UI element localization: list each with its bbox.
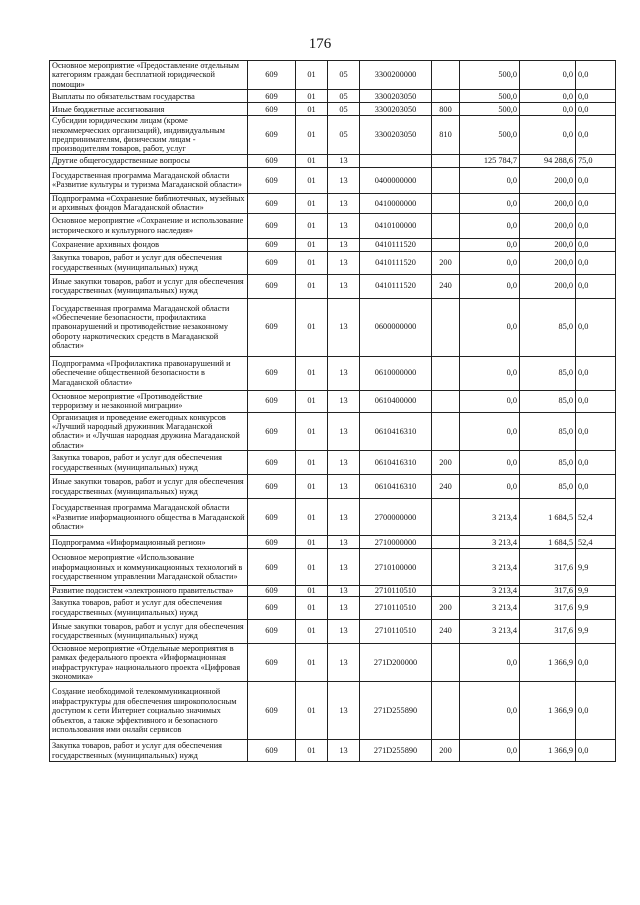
pr-cell: 13 — [328, 390, 360, 412]
csr-cell: 3300203050 — [360, 103, 432, 116]
csr-cell: 0410111520 — [360, 238, 432, 251]
vr-cell — [432, 536, 460, 549]
table-row — [50, 103, 616, 116]
percent-cell: 0,0 — [576, 740, 616, 762]
pr-cell: 13 — [328, 549, 360, 586]
table-row — [50, 238, 616, 251]
amount-cell: 0,0 — [460, 451, 520, 475]
vr-cell — [432, 61, 460, 90]
rz-cell: 01 — [296, 682, 328, 740]
csr-cell: 3300203050 — [360, 90, 432, 103]
row-name: Подпрограмма «Профилактика правонарушений и обеспечение общественной безопасности в Магаданской области» — [50, 356, 248, 390]
row-name: Основное мероприятие «Сохранение и использование исторического и культурного наследия» — [50, 213, 248, 238]
row-name: Основное мероприятие «Предоставление отдельным категориям граждан бесплатной юридической помощи» — [50, 61, 248, 90]
executed-cell: 0,0 — [520, 116, 576, 155]
csr-cell: 2710100000 — [360, 549, 432, 586]
vr-cell — [432, 356, 460, 390]
table-row — [50, 90, 616, 103]
rz-cell: 01 — [296, 90, 328, 103]
rz-cell: 01 — [296, 596, 328, 619]
pr-cell: 13 — [328, 475, 360, 499]
row-name: Выплаты по обязательствам государства — [50, 90, 248, 103]
table-row — [50, 298, 616, 356]
vr-cell: 240 — [432, 475, 460, 499]
amount-cell: 0,0 — [460, 238, 520, 251]
rz-cell: 01 — [296, 213, 328, 238]
csr-cell: 0410000000 — [360, 193, 432, 213]
pr-cell: 13 — [328, 536, 360, 549]
rz-cell: 01 — [296, 412, 328, 451]
executed-cell: 317,6 — [520, 596, 576, 619]
rz-cell: 01 — [296, 167, 328, 193]
table-row — [50, 586, 616, 596]
table-row — [50, 167, 616, 193]
csr-cell: 0610400000 — [360, 390, 432, 412]
table-row — [50, 740, 616, 762]
table-row — [50, 274, 616, 298]
row-name: Государственная программа Магаданской области «Развитие информационного общества в Магаданской области» — [50, 499, 248, 536]
ved-cell: 609 — [248, 619, 296, 643]
executed-cell: 200,0 — [520, 193, 576, 213]
percent-cell: 0,0 — [576, 298, 616, 356]
row-name: Закупка товаров, работ и услуг для обеспечения государственных (муниципальных) нужд — [50, 451, 248, 475]
percent-cell: 0,0 — [576, 451, 616, 475]
vr-cell: 800 — [432, 103, 460, 116]
ved-cell: 609 — [248, 298, 296, 356]
pr-cell: 13 — [328, 682, 360, 740]
pr-cell: 13 — [328, 412, 360, 451]
amount-cell: 0,0 — [460, 251, 520, 274]
vr-cell — [432, 238, 460, 251]
vr-cell — [432, 167, 460, 193]
pr-cell: 13 — [328, 451, 360, 475]
vr-cell — [432, 643, 460, 682]
csr-cell: 2710110510 — [360, 596, 432, 619]
ved-cell: 609 — [248, 116, 296, 155]
vr-cell — [432, 213, 460, 238]
pr-cell: 05 — [328, 103, 360, 116]
vr-cell — [432, 549, 460, 586]
row-name: Развитие подсистем «электронного правительства» — [50, 586, 248, 596]
percent-cell: 0,0 — [576, 251, 616, 274]
ved-cell: 609 — [248, 251, 296, 274]
vr-cell: 200 — [432, 451, 460, 475]
rz-cell: 01 — [296, 251, 328, 274]
ved-cell: 609 — [248, 682, 296, 740]
vr-cell: 200 — [432, 740, 460, 762]
ved-cell: 609 — [248, 238, 296, 251]
table-row — [50, 596, 616, 619]
ved-cell: 609 — [248, 643, 296, 682]
ved-cell: 609 — [248, 356, 296, 390]
vr-cell: 200 — [432, 596, 460, 619]
csr-cell: 271D255890 — [360, 682, 432, 740]
rz-cell: 01 — [296, 536, 328, 549]
executed-cell: 0,0 — [520, 61, 576, 90]
csr-cell — [360, 154, 432, 167]
pr-cell: 13 — [328, 167, 360, 193]
rz-cell: 01 — [296, 643, 328, 682]
amount-cell: 125 784,7 — [460, 154, 520, 167]
executed-cell: 0,0 — [520, 103, 576, 116]
ved-cell: 609 — [248, 274, 296, 298]
rz-cell: 01 — [296, 274, 328, 298]
row-name: Подпрограмма «Сохранение библиотечных, музейных и архивных фондов Магаданской области» — [50, 193, 248, 213]
csr-cell: 271D255890 — [360, 740, 432, 762]
table-row — [50, 116, 616, 155]
csr-cell: 271D200000 — [360, 643, 432, 682]
pr-cell: 13 — [328, 586, 360, 596]
pr-cell: 13 — [328, 213, 360, 238]
amount-cell: 3 213,4 — [460, 586, 520, 596]
executed-cell: 200,0 — [520, 251, 576, 274]
ved-cell: 609 — [248, 586, 296, 596]
percent-cell: 0,0 — [576, 193, 616, 213]
percent-cell: 0,0 — [576, 356, 616, 390]
table-row — [50, 475, 616, 499]
percent-cell: 0,0 — [576, 167, 616, 193]
ved-cell: 609 — [248, 61, 296, 90]
percent-cell: 0,0 — [576, 61, 616, 90]
row-name: Подпрограмма «Информационный регион» — [50, 536, 248, 549]
percent-cell: 75,0 — [576, 154, 616, 167]
percent-cell: 9,9 — [576, 549, 616, 586]
executed-cell: 200,0 — [520, 238, 576, 251]
ved-cell: 609 — [248, 536, 296, 549]
executed-cell: 1 366,9 — [520, 682, 576, 740]
vr-cell: 810 — [432, 116, 460, 155]
ved-cell: 609 — [248, 103, 296, 116]
amount-cell: 0,0 — [460, 643, 520, 682]
amount-cell: 0,0 — [460, 193, 520, 213]
rz-cell: 01 — [296, 499, 328, 536]
row-name: Государственная программа Магаданской области «Обеспечение безопасности, профилактика правонарушений и противодействие незаконному обороту наркотических средств в Магаданской области» — [50, 298, 248, 356]
ved-cell: 609 — [248, 90, 296, 103]
amount-cell: 0,0 — [460, 682, 520, 740]
rz-cell: 01 — [296, 154, 328, 167]
amount-cell: 500,0 — [460, 90, 520, 103]
executed-cell: 85,0 — [520, 412, 576, 451]
csr-cell: 3300200000 — [360, 61, 432, 90]
vr-cell: 240 — [432, 619, 460, 643]
pr-cell: 13 — [328, 499, 360, 536]
vr-cell: 200 — [432, 251, 460, 274]
percent-cell: 0,0 — [576, 238, 616, 251]
table-row — [50, 61, 616, 90]
executed-cell: 85,0 — [520, 390, 576, 412]
ved-cell: 609 — [248, 213, 296, 238]
row-name: Основное мероприятие «Противодействие терроризму и незаконной миграции» — [50, 390, 248, 412]
csr-cell: 0410100000 — [360, 213, 432, 238]
pr-cell: 13 — [328, 251, 360, 274]
row-name: Сохранение архивных фондов — [50, 238, 248, 251]
executed-cell: 1 684,5 — [520, 536, 576, 549]
percent-cell: 9,9 — [576, 586, 616, 596]
percent-cell: 9,9 — [576, 619, 616, 643]
rz-cell: 01 — [296, 103, 328, 116]
ved-cell: 609 — [248, 549, 296, 586]
amount-cell: 0,0 — [460, 412, 520, 451]
csr-cell: 0400000000 — [360, 167, 432, 193]
pr-cell: 13 — [328, 154, 360, 167]
ved-cell: 609 — [248, 475, 296, 499]
percent-cell: 0,0 — [576, 643, 616, 682]
pr-cell: 13 — [328, 596, 360, 619]
percent-cell: 0,0 — [576, 412, 616, 451]
csr-cell: 0610416310 — [360, 475, 432, 499]
pr-cell: 13 — [328, 619, 360, 643]
executed-cell: 1 366,9 — [520, 643, 576, 682]
vr-cell: 240 — [432, 274, 460, 298]
table-row — [50, 643, 616, 682]
table-row — [50, 193, 616, 213]
executed-cell: 317,6 — [520, 619, 576, 643]
rz-cell: 01 — [296, 390, 328, 412]
table-body — [50, 61, 616, 762]
rz-cell: 01 — [296, 356, 328, 390]
amount-cell: 0,0 — [460, 475, 520, 499]
pr-cell: 13 — [328, 193, 360, 213]
budget-table — [49, 60, 616, 762]
csr-cell: 0610416310 — [360, 451, 432, 475]
pr-cell: 13 — [328, 356, 360, 390]
amount-cell: 0,0 — [460, 274, 520, 298]
executed-cell: 85,0 — [520, 356, 576, 390]
row-name: Создание необходимой телекоммуникационной инфраструктуры для обеспечения широкополосным доступом к сети Интернет социально значимых объектов, а также эффективного и безопасного использования ими онлайн сервисов — [50, 682, 248, 740]
table-row — [50, 619, 616, 643]
row-name: Другие общегосударственные вопросы — [50, 154, 248, 167]
csr-cell: 0610000000 — [360, 356, 432, 390]
ved-cell: 609 — [248, 596, 296, 619]
executed-cell: 85,0 — [520, 298, 576, 356]
amount-cell: 0,0 — [460, 740, 520, 762]
pr-cell: 05 — [328, 116, 360, 155]
row-name: Закупка товаров, работ и услуг для обеспечения государственных (муниципальных) нужд — [50, 596, 248, 619]
rz-cell: 01 — [296, 740, 328, 762]
percent-cell: 0,0 — [576, 390, 616, 412]
rz-cell: 01 — [296, 238, 328, 251]
vr-cell — [432, 193, 460, 213]
executed-cell: 94 288,6 — [520, 154, 576, 167]
rz-cell: 01 — [296, 193, 328, 213]
table-row — [50, 412, 616, 451]
row-name: Иные закупки товаров, работ и услуг для обеспечения государственных (муниципальных) нужд — [50, 274, 248, 298]
table-row — [50, 451, 616, 475]
csr-cell: 2710000000 — [360, 536, 432, 549]
csr-cell: 2710110510 — [360, 619, 432, 643]
vr-cell — [432, 90, 460, 103]
ved-cell: 609 — [248, 412, 296, 451]
table-row — [50, 251, 616, 274]
pr-cell: 05 — [328, 90, 360, 103]
vr-cell — [432, 298, 460, 356]
pr-cell: 05 — [328, 61, 360, 90]
executed-cell: 200,0 — [520, 274, 576, 298]
page-number: 176 — [308, 36, 332, 52]
amount-cell: 3 213,4 — [460, 549, 520, 586]
row-name: Закупка товаров, работ и услуг для обеспечения государственных (муниципальных) нужд — [50, 251, 248, 274]
ved-cell: 609 — [248, 740, 296, 762]
row-name: Организация и проведение ежегодных конкурсов «Лучший народный дружинник Магаданской области» и «Лучшая народная дружина Магаданской области» — [50, 412, 248, 451]
percent-cell: 0,0 — [576, 116, 616, 155]
table-row — [50, 356, 616, 390]
table-row — [50, 682, 616, 740]
csr-cell: 0610416310 — [360, 412, 432, 451]
amount-cell: 0,0 — [460, 213, 520, 238]
executed-cell: 1 366,9 — [520, 740, 576, 762]
amount-cell: 500,0 — [460, 116, 520, 155]
amount-cell: 500,0 — [460, 103, 520, 116]
amount-cell: 3 213,4 — [460, 499, 520, 536]
amount-cell: 3 213,4 — [460, 536, 520, 549]
rz-cell: 01 — [296, 61, 328, 90]
amount-cell: 0,0 — [460, 390, 520, 412]
table-row — [50, 549, 616, 586]
rz-cell: 01 — [296, 549, 328, 586]
csr-cell: 0600000000 — [360, 298, 432, 356]
executed-cell: 85,0 — [520, 475, 576, 499]
row-name: Иные бюджетные ассигнования — [50, 103, 248, 116]
executed-cell: 317,6 — [520, 549, 576, 586]
rz-cell: 01 — [296, 619, 328, 643]
csr-cell: 2700000000 — [360, 499, 432, 536]
csr-cell: 3300203050 — [360, 116, 432, 155]
row-name: Закупка товаров, работ и услуг для обеспечения государственных (муниципальных) нужд — [50, 740, 248, 762]
vr-cell — [432, 390, 460, 412]
executed-cell: 0,0 — [520, 90, 576, 103]
row-name: Государственная программа Магаданской области «Развитие культуры и туризма Магаданской области» — [50, 167, 248, 193]
pr-cell: 13 — [328, 298, 360, 356]
row-name: Субсидии юридическим лицам (кроме некоммерческих организаций), индивидуальным предпринимателям, физическим лицам - производителям товаров, работ, услуг — [50, 116, 248, 155]
percent-cell: 0,0 — [576, 274, 616, 298]
percent-cell: 52,4 — [576, 536, 616, 549]
amount-cell: 0,0 — [460, 167, 520, 193]
ved-cell: 609 — [248, 154, 296, 167]
amount-cell: 3 213,4 — [460, 596, 520, 619]
percent-cell: 0,0 — [576, 103, 616, 116]
amount-cell: 500,0 — [460, 61, 520, 90]
pr-cell: 13 — [328, 740, 360, 762]
ved-cell: 609 — [248, 193, 296, 213]
vr-cell — [432, 682, 460, 740]
table-row — [50, 499, 616, 536]
table-row — [50, 154, 616, 167]
row-name: Основное мероприятие «Отдельные мероприятия в рамках федерального проекта «Информационная инфраструктура» национального проекта «Цифровая экономика» — [50, 643, 248, 682]
table-row — [50, 536, 616, 549]
amount-cell: 3 213,4 — [460, 619, 520, 643]
vr-cell — [432, 412, 460, 451]
rz-cell: 01 — [296, 298, 328, 356]
rz-cell: 01 — [296, 475, 328, 499]
percent-cell: 0,0 — [576, 475, 616, 499]
csr-cell: 2710110510 — [360, 586, 432, 596]
row-name: Иные закупки товаров, работ и услуг для обеспечения государственных (муниципальных) нужд — [50, 475, 248, 499]
rz-cell: 01 — [296, 586, 328, 596]
amount-cell: 0,0 — [460, 298, 520, 356]
row-name: Основное мероприятие «Использование информационных и коммуникационных технологий в государственном управлении Магаданской области» — [50, 549, 248, 586]
executed-cell: 85,0 — [520, 451, 576, 475]
percent-cell: 0,0 — [576, 213, 616, 238]
csr-cell: 0410111520 — [360, 274, 432, 298]
rz-cell: 01 — [296, 116, 328, 155]
pr-cell: 13 — [328, 274, 360, 298]
ved-cell: 609 — [248, 167, 296, 193]
percent-cell: 0,0 — [576, 90, 616, 103]
vr-cell — [432, 154, 460, 167]
executed-cell: 317,6 — [520, 586, 576, 596]
amount-cell: 0,0 — [460, 356, 520, 390]
csr-cell: 0410111520 — [360, 251, 432, 274]
table-row — [50, 213, 616, 238]
rz-cell: 01 — [296, 451, 328, 475]
executed-cell: 200,0 — [520, 213, 576, 238]
pr-cell: 13 — [328, 643, 360, 682]
executed-cell: 200,0 — [520, 167, 576, 193]
executed-cell: 1 684,5 — [520, 499, 576, 536]
vr-cell — [432, 499, 460, 536]
vr-cell — [432, 586, 460, 596]
percent-cell: 52,4 — [576, 499, 616, 536]
row-name: Иные закупки товаров, работ и услуг для обеспечения государственных (муниципальных) нужд — [50, 619, 248, 643]
ved-cell: 609 — [248, 499, 296, 536]
percent-cell: 9,9 — [576, 596, 616, 619]
table-row — [50, 390, 616, 412]
percent-cell: 0,0 — [576, 682, 616, 740]
pr-cell: 13 — [328, 238, 360, 251]
ved-cell: 609 — [248, 451, 296, 475]
ved-cell: 609 — [248, 390, 296, 412]
